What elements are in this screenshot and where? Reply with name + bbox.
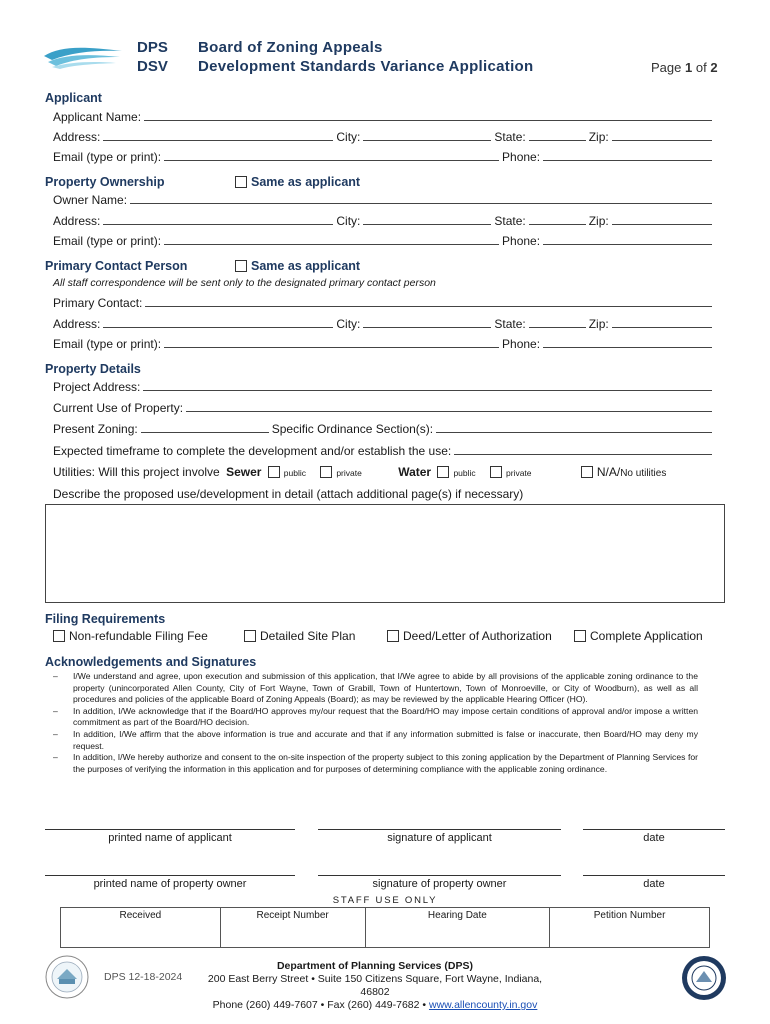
acknowledgements-heading: Acknowledgements and Signatures xyxy=(45,655,257,669)
contact-name-field[interactable] xyxy=(145,297,712,307)
applicant-city-field[interactable] xyxy=(363,131,491,141)
describe-textarea[interactable] xyxy=(45,504,725,603)
owner-signature-line[interactable]: signature of property owner xyxy=(318,875,561,890)
timeframe-row: Expected timeframe to complete the development and/or establish the use: xyxy=(53,444,715,458)
ack-item: – In addition, I/We affirm that the above information is true and accurate and that if any information submitted is false or inaccurate, then Board/HO may deny my request. xyxy=(53,728,698,751)
contact-address-row: Address: City: State: Zip: xyxy=(53,317,715,331)
filing-fee-checkbox[interactable]: Non-refundable Filing Fee xyxy=(53,629,208,643)
owner-phone-field[interactable] xyxy=(543,235,712,245)
site-plan-checkbox[interactable]: Detailed Site Plan xyxy=(244,629,355,643)
owner-state-field[interactable] xyxy=(529,215,586,225)
complete-application-checkbox[interactable]: Complete Application xyxy=(574,629,703,643)
applicant-email-row: Email (type or print): Phone: xyxy=(53,150,715,164)
checkbox-icon[interactable] xyxy=(244,630,256,642)
ordinance-field[interactable] xyxy=(436,423,712,433)
timeframe-field[interactable] xyxy=(454,445,712,455)
current-use-field[interactable] xyxy=(186,402,712,412)
website-link[interactable]: www.allencounty.in.gov xyxy=(428,999,538,1011)
dept-name: Department of Planning Services (DPS) xyxy=(276,960,474,972)
ack-item: – In addition, I/We hereby authorize and consent to the on-site inspection of the property subject to this zoning application by the Department of Planning Services for the purposes of verifying the information in this application and for purposes of determining compliance with the applicable zoning ordinance. xyxy=(53,752,698,774)
receipt-number-cell[interactable]: Receipt Number xyxy=(220,908,365,948)
contact-state-field[interactable] xyxy=(529,318,586,328)
water-public-checkbox[interactable] xyxy=(437,466,449,478)
contact-same-checkbox[interactable]: Same as applicant xyxy=(235,259,360,273)
applicant-state-field[interactable] xyxy=(529,131,586,141)
applicant-signature-line[interactable]: signature of applicant xyxy=(318,829,561,844)
fort-wayne-seal-right xyxy=(681,955,727,1001)
contact-name-row: Primary Contact: xyxy=(53,296,715,310)
form-title: Development Standards Variance Application xyxy=(198,58,534,75)
owner-printed-name-line[interactable]: printed name of property owner xyxy=(45,875,295,890)
page-indicator: Page 1 of 2 xyxy=(651,60,718,75)
owner-address-field[interactable] xyxy=(103,215,333,225)
applicant-printed-name-line[interactable]: printed name of applicant xyxy=(45,829,295,844)
checkbox-icon[interactable] xyxy=(574,630,586,642)
applicant-email-field[interactable] xyxy=(164,151,499,161)
owner-name-field[interactable] xyxy=(130,194,712,204)
ownership-same-checkbox[interactable]: Same as applicant xyxy=(235,175,360,189)
acknowledgements-list xyxy=(53,671,698,775)
applicant-heading: Applicant xyxy=(45,91,102,105)
contact-zip-field[interactable] xyxy=(612,318,712,328)
property-heading: Property Details xyxy=(45,362,141,376)
deed-checkbox[interactable]: Deed/Letter of Authorization xyxy=(387,629,552,643)
dps-code: DPS xyxy=(137,39,168,56)
allen-county-seal-left xyxy=(45,955,89,999)
sewer-public-checkbox[interactable] xyxy=(268,466,280,478)
ack-item: – In addition, I/We acknowledge that if the Board/HO approves my/our request that the Board/HO may impose certain conditions of approval and/or impose a written commitment as part of the Board/HO decision. xyxy=(53,705,698,728)
checkbox-icon[interactable] xyxy=(53,630,65,642)
staff-use-heading: STAFF USE ONLY xyxy=(332,895,438,906)
dsv-code: DSV xyxy=(137,58,168,75)
zoning-row: Present Zoning: Specific Ordinance Section(s): xyxy=(53,422,715,436)
filing-heading: Filing Requirements xyxy=(45,612,166,626)
petition-number-cell[interactable]: Petition Number xyxy=(550,908,710,948)
checkbox-icon[interactable] xyxy=(387,630,399,642)
applicant-date-line[interactable]: date xyxy=(583,829,725,844)
project-address-row: Project Address: xyxy=(53,380,715,394)
applicant-address-field[interactable] xyxy=(103,131,333,141)
contact-phone-field[interactable] xyxy=(543,338,712,348)
form-code: DPS 12-18-2024 xyxy=(104,971,183,983)
owner-date-line[interactable]: date xyxy=(583,875,725,890)
utilities-row: Utilities: Will this project involve Sewer public private Water public private N/A/No utilities xyxy=(53,465,667,479)
wave-logo-icon xyxy=(42,42,124,70)
ownership-heading: Property Ownership xyxy=(45,175,165,189)
dps-logo xyxy=(42,42,124,70)
contact-email-field[interactable] xyxy=(164,338,499,348)
owner-city-field[interactable] xyxy=(363,215,491,225)
contact-note: All staff correspondence will be sent only to the designated primary contact person xyxy=(53,277,436,289)
received-cell[interactable]: Received xyxy=(61,908,221,948)
board-title: Board of Zoning Appeals xyxy=(198,39,383,56)
present-zoning-field[interactable] xyxy=(141,423,269,433)
owner-name-row: Owner Name: xyxy=(53,193,715,207)
contact-city-field[interactable] xyxy=(363,318,491,328)
checkbox-icon[interactable] xyxy=(235,176,247,188)
project-address-field[interactable] xyxy=(143,381,712,391)
applicant-phone-field[interactable] xyxy=(543,151,712,161)
owner-address-row: Address: City: State: Zip: xyxy=(53,214,715,228)
contact-email-row: Email (type or print): Phone: xyxy=(53,337,715,351)
describe-label: Describe the proposed use/development in detail (attach additional page(s) if necessary) xyxy=(53,487,524,501)
na-utilities-checkbox[interactable] xyxy=(581,466,593,478)
sewer-private-checkbox[interactable] xyxy=(320,466,332,478)
owner-email-row: Email (type or print): Phone: xyxy=(53,234,715,248)
dept-address: 200 East Berry Street • Suite 150 Citizens Square, Fort Wayne, Indiana, 46802 xyxy=(207,973,543,998)
water-private-checkbox[interactable] xyxy=(490,466,502,478)
county-seal-icon xyxy=(45,955,89,999)
footer-block xyxy=(195,960,555,1012)
current-use-row: Current Use of Property: xyxy=(53,401,715,415)
applicant-address-row: Address: City: State: Zip: xyxy=(53,130,715,144)
checkbox-icon[interactable] xyxy=(235,260,247,272)
ack-item: – I/We understand and agree, upon execution and submission of this application, that I/We agree to abide by all provisions of the applicable zoning ordinance to the property (unincorporated Allen County, City of Fort Wayne, Town of Grabill, Town of Huntertown, Town of Monroeville, or City of Woodburn), as well as all procedures and policies of the applicable Board of Zoning Appeals (Board); as may be reviewed by the applicable Hearing Officer (HO). xyxy=(53,671,698,705)
applicant-name-row: Applicant Name: xyxy=(53,110,715,124)
contact-heading: Primary Contact Person xyxy=(45,259,188,273)
applicant-zip-field[interactable] xyxy=(612,131,712,141)
owner-email-field[interactable] xyxy=(164,235,499,245)
owner-zip-field[interactable] xyxy=(612,215,712,225)
dept-contact: Phone (260) 449-7607 • Fax (260) 449-7682 • www.allencounty.in.gov xyxy=(212,999,538,1011)
staff-use-table xyxy=(60,907,710,948)
hearing-date-cell[interactable]: Hearing Date xyxy=(365,908,550,948)
applicant-name-field[interactable] xyxy=(144,111,712,121)
contact-address-field[interactable] xyxy=(103,318,333,328)
city-seal-icon xyxy=(681,955,727,1001)
